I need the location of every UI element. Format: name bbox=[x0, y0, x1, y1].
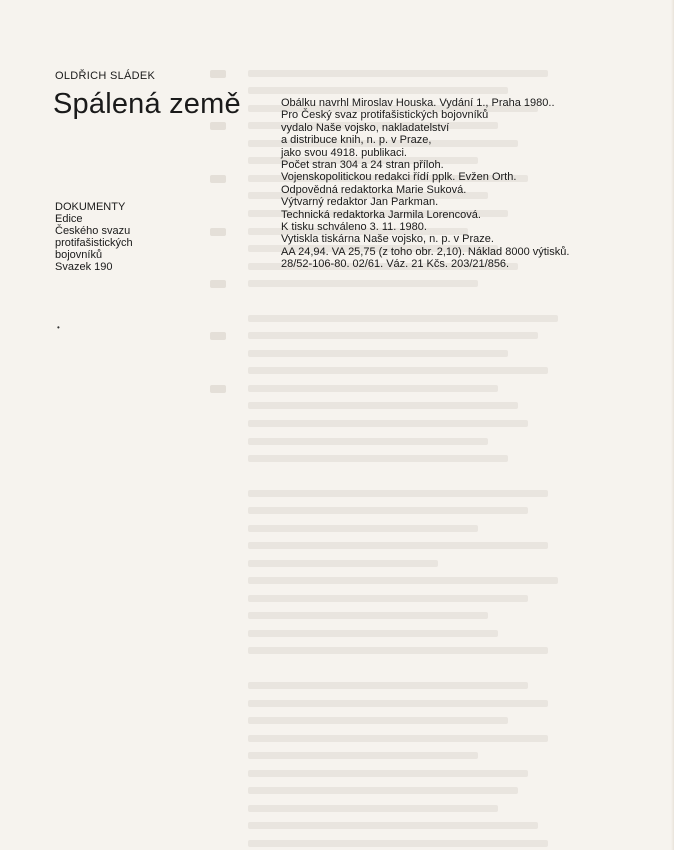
imprint-line: AA 24,94. VA 25,75 (z toho obr. 2,10). Náklad 8000 výtisků. bbox=[281, 245, 570, 258]
series-line: DOKUMENTY bbox=[55, 201, 126, 213]
series-line: Svazek 190 bbox=[55, 261, 113, 273]
show-through-line bbox=[248, 455, 508, 462]
imprint-line: vydalo Naše vojsko, nakladatelství bbox=[281, 121, 450, 134]
imprint-line: K tisku schváleno 3. 11. 1980. bbox=[281, 221, 427, 234]
show-through-line bbox=[248, 840, 548, 847]
show-through-line bbox=[248, 735, 548, 742]
show-through-line bbox=[248, 525, 478, 532]
show-through-line bbox=[248, 560, 438, 567]
show-through-line bbox=[248, 770, 528, 777]
show-through-number bbox=[210, 70, 226, 78]
imprint-block bbox=[281, 97, 569, 271]
show-through-line bbox=[248, 630, 498, 637]
imprint-line: Obálku navrhl Miroslav Houska. Vydání 1., Praha 1980.. bbox=[281, 97, 555, 109]
series-line: Českého svazu bbox=[55, 225, 131, 237]
show-through-line bbox=[248, 70, 548, 77]
imprint-line: jako svou 4918. publikaci. bbox=[281, 146, 407, 159]
imprint-line: Výtvarný redaktor Jan Parkman. bbox=[281, 196, 439, 209]
show-through-number bbox=[210, 228, 226, 236]
series-line: Edice bbox=[55, 213, 83, 225]
book-title: Spálená země bbox=[53, 88, 241, 120]
bullet-mark: • bbox=[57, 323, 60, 332]
show-through-line bbox=[248, 490, 548, 497]
show-through-number bbox=[210, 122, 226, 130]
show-through-line bbox=[248, 367, 548, 374]
show-through-line bbox=[248, 700, 548, 707]
show-through-line bbox=[248, 717, 508, 724]
show-through-line bbox=[248, 577, 558, 584]
show-through-line bbox=[248, 647, 548, 654]
imprint-line: Odpovědná redaktorka Marie Suková. bbox=[281, 183, 467, 196]
imprint-line last: 28/52-106-80. 02/61. Váz. 21 Kčs. 203/21/856. bbox=[281, 258, 510, 271]
show-through-line bbox=[248, 350, 508, 357]
show-through-line bbox=[248, 315, 558, 322]
imprint-line: Technická redaktorka Jarmila Lorencová. bbox=[281, 208, 481, 221]
show-through-line bbox=[248, 612, 488, 619]
imprint-line: Počet stran 304 a 24 stran příloh. bbox=[281, 159, 444, 172]
series-line: bojovníků bbox=[55, 249, 103, 261]
show-through-line bbox=[248, 332, 538, 339]
show-through-line bbox=[248, 438, 488, 445]
show-through-number bbox=[210, 280, 226, 288]
imprint-line: a distribuce knih, n. p. v Praze, bbox=[281, 134, 432, 147]
show-through-line bbox=[248, 752, 478, 759]
show-through-line bbox=[248, 280, 478, 287]
show-through-number bbox=[210, 332, 226, 340]
show-through-line bbox=[248, 420, 528, 427]
show-through-line bbox=[248, 542, 548, 549]
imprint-line: Vojenskopolitickou redakci řídí pplk. Evžen Orth. bbox=[281, 171, 517, 184]
show-through-line bbox=[248, 507, 528, 514]
author-name: OLDŘICH SLÁDEK bbox=[55, 70, 156, 82]
imprint-line: Vytiskla tiskárna Naše vojsko, n. p. v Praze. bbox=[281, 233, 494, 246]
show-through-line bbox=[248, 787, 518, 794]
show-through-line bbox=[248, 805, 498, 812]
show-through-line bbox=[248, 682, 528, 689]
show-through-number bbox=[210, 385, 226, 393]
show-through-line bbox=[248, 402, 518, 409]
show-through-number bbox=[210, 175, 226, 183]
show-through-line bbox=[248, 87, 508, 94]
imprint-line: Pro Český svaz protifašistických bojovníků bbox=[281, 109, 489, 122]
show-through-line bbox=[248, 385, 498, 392]
series-info bbox=[55, 201, 133, 273]
series-line: protifašistických bbox=[55, 237, 133, 249]
show-through-line bbox=[248, 595, 528, 602]
show-through-line bbox=[248, 822, 538, 829]
